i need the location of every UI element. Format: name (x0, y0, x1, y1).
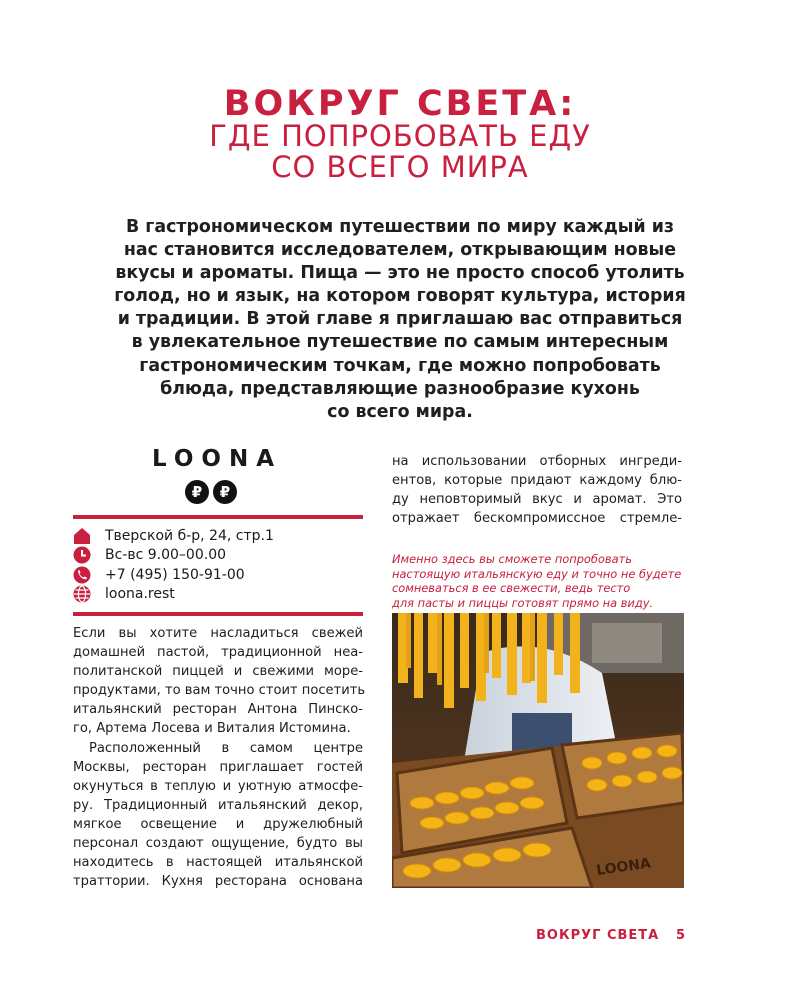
address-row (73, 526, 363, 546)
clock-icon (73, 546, 91, 564)
body-line: Если вы хотите насладиться свежей (73, 626, 363, 641)
body-line: Расположенный в самом центре (89, 740, 363, 756)
body-line: окунуться в теплую и уютную атмосфе- (73, 778, 363, 794)
intro-line: со всего мира. (327, 401, 473, 422)
pasta-photo (392, 613, 684, 888)
body-line: Москвы, ресторан приглашает гостей (73, 759, 363, 775)
hours-row (73, 546, 363, 566)
body-line: на использовании отборных ингреди- (392, 454, 682, 469)
body-line: го, Артема Лосева и Виталия Истомина. (73, 721, 351, 737)
website-row (73, 585, 363, 605)
intro-line: блюда, представляющие разнообразие кухонь (160, 378, 640, 399)
body-line: продуктами, то вам точно стоит посетить (73, 683, 366, 699)
intro-line: нас становится исследователем, открывающим новые (123, 240, 677, 261)
footer-section-label: ВОКРУГ СВЕТА (536, 928, 660, 943)
info-top-divider (73, 515, 363, 519)
chapter-subtitle-line1: ГДЕ ПОПРОБОВАТЬ ЕДУ (209, 119, 591, 153)
caption-line: настоящую итальянскую еду и точно не будете (392, 566, 682, 581)
chapter-title: ВОКРУГ СВЕТА: (223, 84, 577, 124)
body-text-right-column (392, 452, 682, 528)
body-line: траттории. Кухня ресторана основана (73, 874, 363, 890)
intro-line: голод, но и язык, на котором говорят культура, история (114, 286, 686, 307)
intro-line: в увлекательное путешествие по самым интересным (131, 332, 669, 353)
body-text-left-column (73, 624, 366, 891)
body-line: персонал создают ощущение, будто вы (73, 836, 363, 852)
chapter-subtitle-line2: СО ВСЕГО МИРА (271, 150, 529, 184)
body-line: отражает бескомпромиссное стремле- (392, 511, 682, 527)
caption-line: сомневаться в ее свежести, ведь тесто (392, 581, 631, 596)
hours-text: Вс-вс 9.00–00.00 (105, 547, 227, 564)
body-line: итальянский ресторан Антона Пинско- (73, 702, 363, 718)
price-level (185, 480, 237, 504)
home-icon (73, 527, 91, 545)
body-line: ентов, которые придают каждому блю- (392, 473, 682, 489)
ruble-icon: ₽ (213, 480, 237, 504)
intro-line: вкусы и ароматы. Пища — это не просто способ утолить (115, 263, 685, 284)
body-line: домашней пастой, традиционной неа- (73, 645, 363, 661)
caption-line: для пасты и пиццы готовят прямо на виду. (392, 595, 654, 610)
website-link[interactable]: loona.rest (105, 586, 175, 603)
photo-caption (392, 552, 684, 610)
address-text: Тверской б-р, 24, стр.1 (105, 527, 274, 544)
restaurant-name: LOONA (152, 446, 282, 472)
body-line: находитесь в настоящей итальянской (73, 855, 363, 871)
body-line: ду неповторимый вкус и аромат. Это (392, 492, 682, 508)
phone-row (73, 565, 363, 585)
restaurant-info (73, 526, 363, 604)
globe-icon (73, 585, 91, 603)
intro-line: и традиции. В этой главе я приглашаю вас отправиться (117, 309, 683, 330)
body-line: политанской пиццей и свежими море- (73, 664, 363, 680)
intro-paragraph (84, 216, 716, 424)
intro-line: гастрономическим точкам, где можно попробовать (139, 355, 661, 376)
intro-line: В гастрономическом путешествии по миру каждый из (125, 217, 675, 237)
phone-link[interactable]: +7 (495) 150-91-00 (105, 566, 245, 583)
info-bottom-divider (73, 612, 363, 616)
caption-line: Именно здесь вы сможете попробовать (392, 552, 632, 566)
body-line: ру. Традиционный итальянский декор, (73, 797, 363, 813)
pasta-photo-illustration (392, 613, 684, 888)
ruble-icon: ₽ (185, 480, 209, 504)
body-line: мягкое освещение и дружелюбный (73, 816, 363, 832)
tray-brand-text: LOONA (595, 855, 652, 879)
phone-icon (73, 566, 91, 584)
page-number: 5 (676, 928, 686, 943)
